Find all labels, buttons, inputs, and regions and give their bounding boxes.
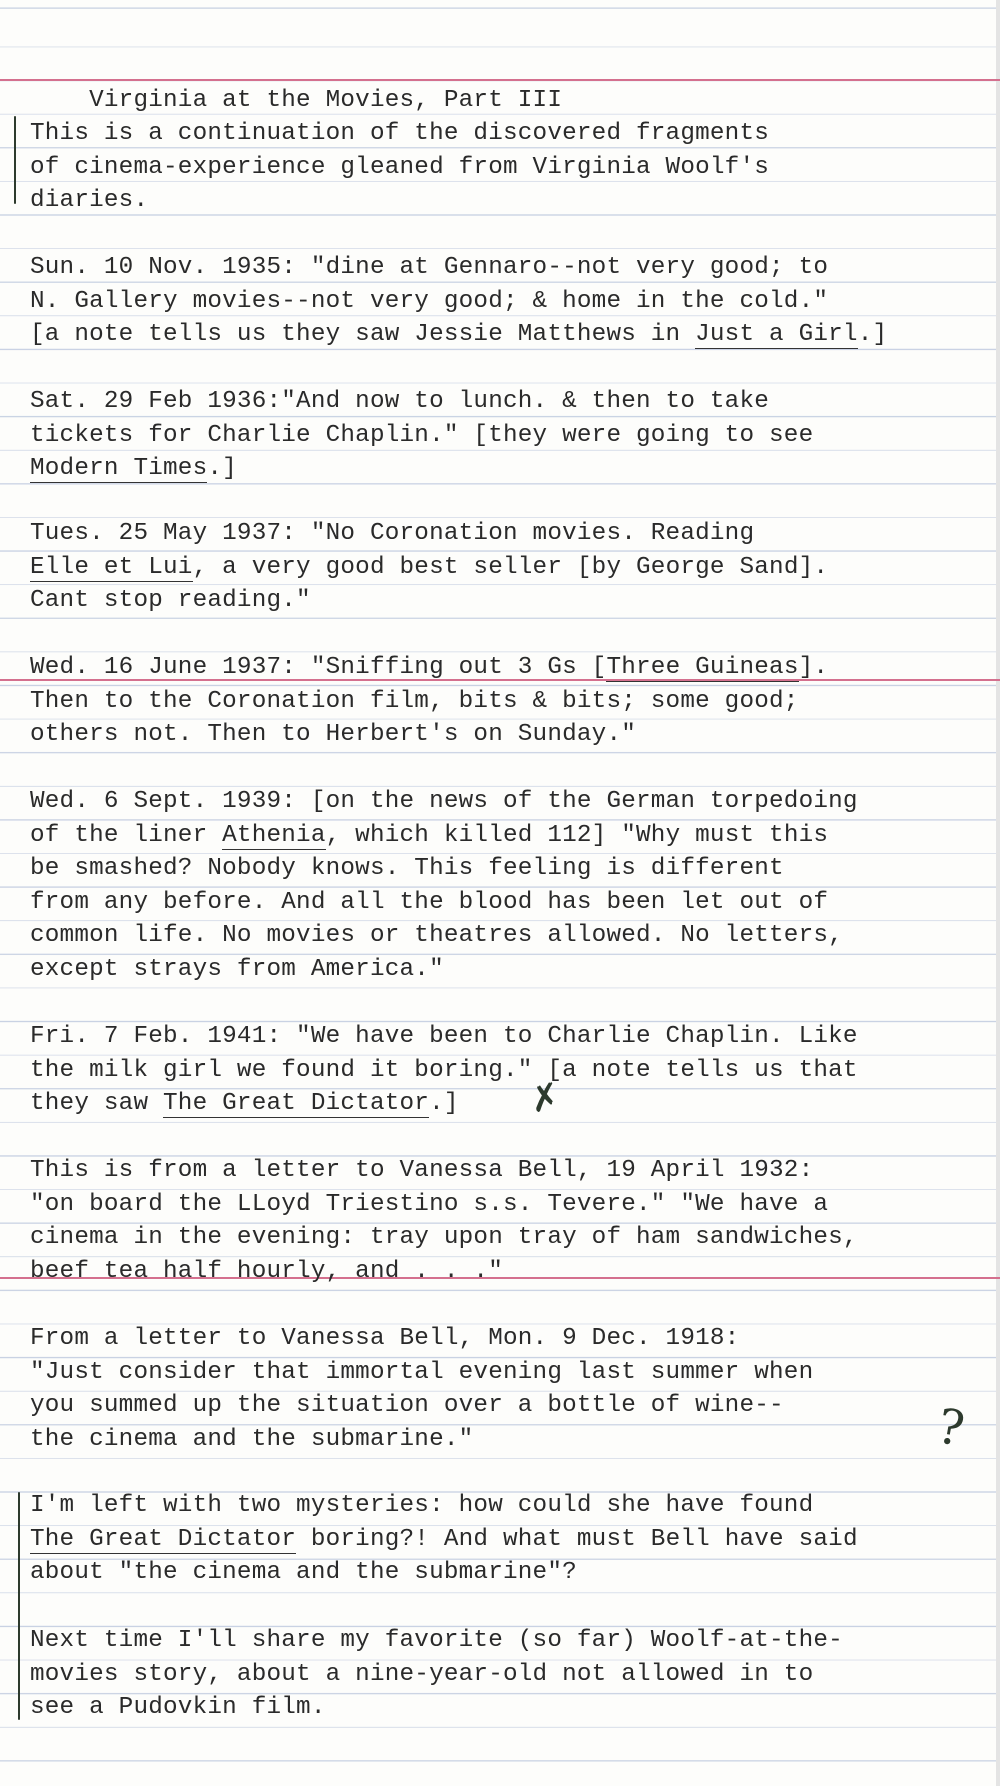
diary-entry-1939: Wed. 6 Sept. 1939: [on the news of the German torpedoing of the liner Athenia, which killed 112] "Why must this be smashed? Nobody knows. This feeling is different from any before. And all the blood has been let out of common life. No movies or theatres allowed. No letters, except strays from America." [30,788,858,983]
page-title: Virginia at the Movies, Part III [89,86,563,114]
diary-entry-may-1937: Tues. 25 May 1937: "No Coronation movies. Reading Elle et Lui, a very good best seller [by George Sand]. Cant stop reading." [30,520,829,615]
page-edge [996,0,1000,1786]
film-title-modern-times: Modern Times [30,455,208,483]
intro-paragraph: This is a continuation of the discovered fragments of cinema-experience gleaned from Virginia Woolf's diaries. [30,120,770,215]
film-title-just-a-girl: Just a Girl [695,321,858,349]
handwritten-star-icon: ✗ [526,1075,565,1122]
margin-bar-closing [18,1492,20,1720]
diary-entry-1936: Sat. 29 Feb 1936:"And now to lunch. & then to take tickets for Charlie Chaplin." [they were going to see Modern Times.] [30,388,814,483]
letter-excerpt-1932: This is from a letter to Vanessa Bell, 19 April 1932: "on board the LLoyd Triestino s.s. Tevere." "We have a cinema in the evening: tray upon tray of ham sandwiches, beef tea half hourly, and . . ." [30,1157,858,1285]
margin-bar-intro [14,116,16,204]
book-title-three-guineas: Three Guineas [606,654,799,681]
letter-excerpt-1918: From a letter to Vanessa Bell, Mon. 9 Dec. 1918: "Just consider that immortal evening last summer when you summed up the situation over a bottle of wine-- the cinema and the submarine." [30,1325,814,1453]
ship-name-athenia: Athenia [222,821,326,849]
film-title-great-dictator-closing: The Great Dictator [30,1525,297,1553]
closing-paragraph-next-time: Next time I'll share my favorite (so far) Woolf-at-the- movies story, about a nine-year-old not allowed in to see a Pudovkin film. [30,1627,843,1722]
diary-entry-1935: Sun. 10 Nov. 1935: "dine at Gennaro--not very good; to N. Gallery movies--not very good; & home in the cold." [a note tells us they saw Jessie Matthews in Just a Girl.] [30,254,888,349]
closing-paragraph-mysteries: I'm left with two mysteries: how could she have found The Great Dictator boring?! And what must Bell have said about "the cinema and the submarine"? [30,1492,858,1587]
diary-entry-june-1937: Wed. 16 June 1937: "Sniffing out 3 Gs [Three Guineas]. Then to the Coronation film, bits & bits; some good; others not. Then to Herbert's on Sunday." [30,654,829,749]
film-title-great-dictator: The Great Dictator [163,1090,430,1118]
handwritten-question-icon: ? [933,1398,969,1458]
book-title-elle-et-lui: Elle et Lui [30,553,193,581]
diary-entry-1941: Fri. 7 Feb. 1941: "We have been to Charlie Chaplin. Like the milk girl we found it boring." [a note tells us that they saw The Great Dictator.] [30,1023,858,1118]
